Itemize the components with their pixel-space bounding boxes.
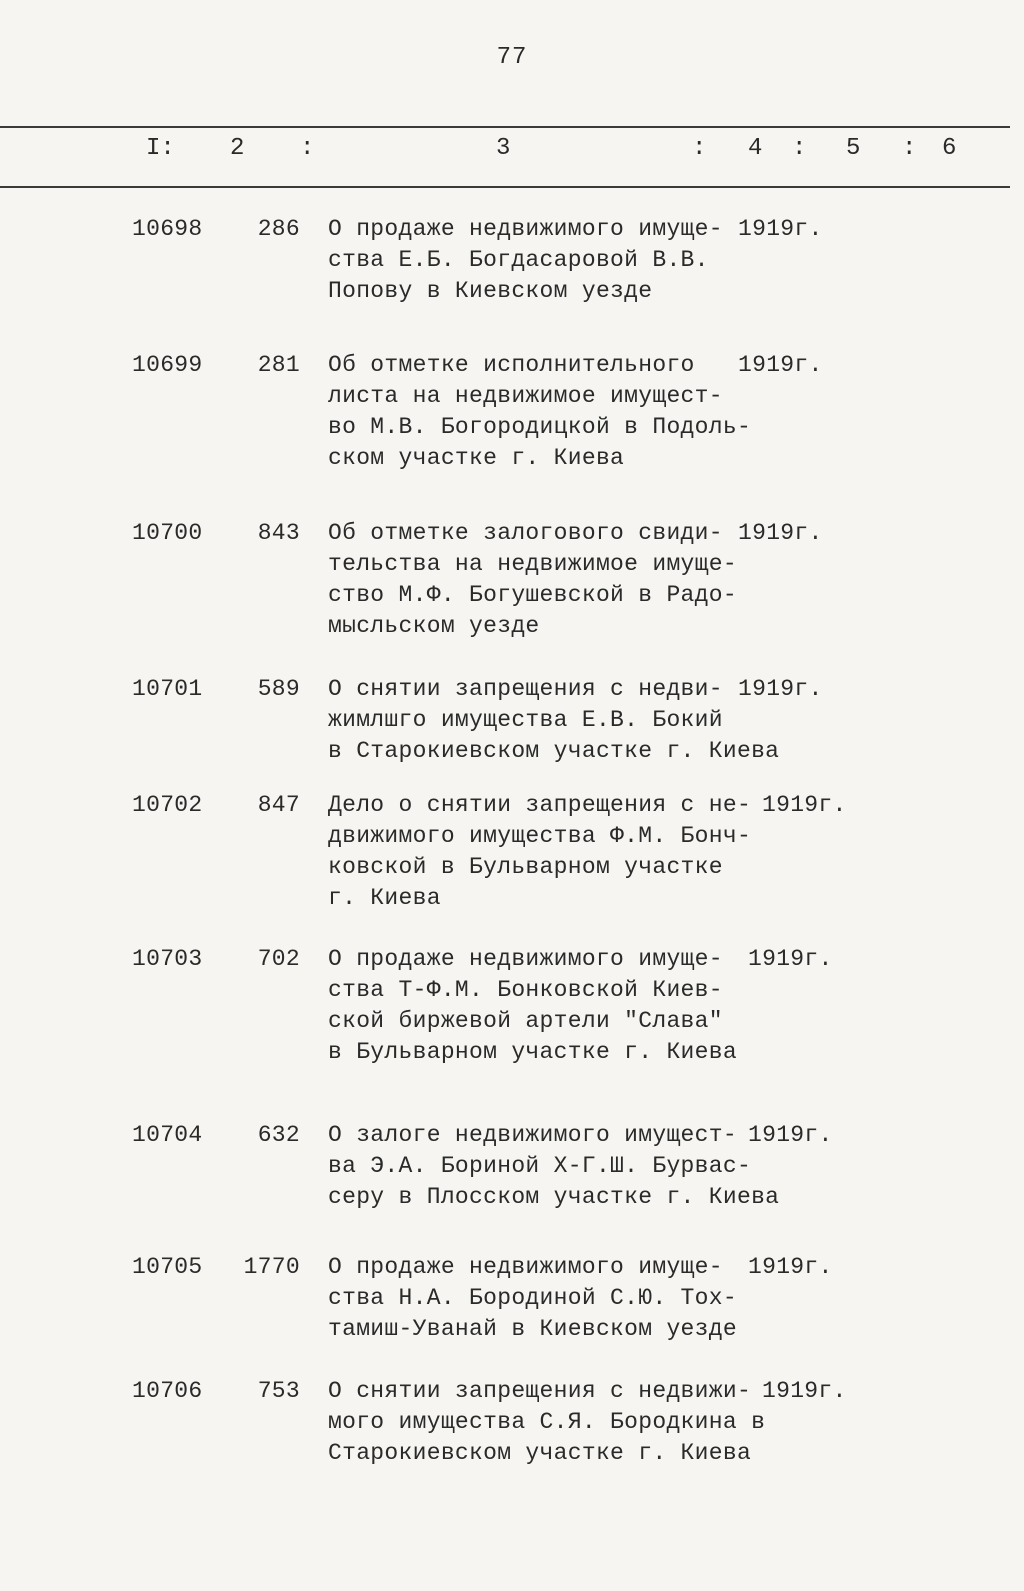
record-title-line: ства Н.А. Бородиной С.Ю. Тох- [328, 1285, 737, 1311]
record-title-line: г. Киева [328, 885, 441, 911]
header-col-5: 5 [846, 135, 861, 162]
record-title-line: О продаже недвижимого имуще- [328, 946, 723, 972]
record-title-line: ство М.Ф. Богушевской в Радо- [328, 582, 737, 608]
record-sheet-count: 286 [257, 216, 300, 242]
record-title-line: ском участке г. Киева [328, 445, 625, 471]
record-year: 1919г. [762, 1378, 847, 1404]
record-title-line: серу в Плосском участке г. Киева [328, 1184, 780, 1210]
record-number: 10703 [132, 946, 203, 972]
record-title-line: Попову в Киевском уезде [328, 278, 653, 304]
record-sheet-count: 632 [257, 1122, 300, 1148]
record-title-line: мысльском уезде [328, 613, 540, 639]
record-title-line: мого имущества С.Я. Бородкина в [328, 1409, 766, 1435]
record-sheet-count: 753 [257, 1378, 300, 1404]
record-sheet-count: 281 [257, 352, 300, 378]
header-col-6: 6 [942, 135, 957, 162]
record-title-line: ковской в Бульварном участке [328, 854, 723, 880]
record-title-line: Дело о снятии запрещения с не- [328, 792, 752, 818]
record-year: 1919г. [762, 792, 847, 818]
record-title-line: движимого имущества Ф.М. Бонч- [328, 823, 752, 849]
record-title-line: в Старокиевском участке г. Киева [328, 738, 780, 764]
record-title-line: в Бульварном участке г. Киева [328, 1039, 737, 1065]
record-number: 10700 [132, 520, 203, 546]
record-title-line: ства Т-Ф.М. Бонковской Киев- [328, 977, 723, 1003]
record-sheet-count: 1770 [243, 1254, 300, 1280]
record-title-line: жимлшго имущества Е.В. Бокий [328, 707, 723, 733]
record-year: 1919г. [748, 1122, 833, 1148]
record-title-line: ской биржевой артели "Слава" [328, 1008, 723, 1034]
record-title-line: Старокиевском участке г. Киева [328, 1440, 752, 1466]
page-number: 77 [496, 44, 528, 71]
header-sep-2: : [692, 135, 707, 162]
record-title-line: О продаже недвижимого имуще- [328, 1254, 723, 1280]
record-title [328, 790, 751, 914]
record-title [328, 674, 779, 767]
header-col-2: 2 [230, 135, 245, 162]
record-year: 1919г. [748, 1254, 833, 1280]
header-sep-1: : [300, 135, 315, 162]
record-title-line: Об отметке залогового свиди- [328, 520, 723, 546]
record-title [328, 944, 737, 1068]
header-col-4: 4 [748, 135, 763, 162]
header-top-rule [0, 126, 1010, 128]
record-title-line: О снятии запрещения с недвижи- [328, 1378, 752, 1404]
record-title-line: тельства на недвижимое имуще- [328, 551, 737, 577]
record-sheet-count: 843 [257, 520, 300, 546]
record-title-line: О продаже недвижимого имуще- [328, 216, 723, 242]
record-title-line: Об отметке исполнительного [328, 352, 695, 378]
record-title [328, 1120, 779, 1213]
record-number: 10705 [132, 1254, 203, 1280]
record-year: 1919г. [738, 352, 823, 378]
record-title [328, 1252, 737, 1345]
record-number: 10702 [132, 792, 203, 818]
record-title-line: О залоге недвижимого имущест- [328, 1122, 737, 1148]
record-year: 1919г. [738, 676, 823, 702]
record-title-line: ва Э.А. Бориной Х-Г.Ш. Бурвас- [328, 1153, 752, 1179]
record-title-line: ства Е.Б. Богдасаровой В.В. [328, 247, 709, 273]
record-title [328, 350, 751, 474]
header-col-3: 3 [496, 135, 511, 162]
record-title-line: листа на недвижимое имущест- [328, 383, 723, 409]
record-title [328, 1376, 765, 1469]
record-number: 10701 [132, 676, 203, 702]
header-sep-4: : [902, 135, 917, 162]
record-sheet-count: 589 [257, 676, 300, 702]
record-sheet-count: 847 [257, 792, 300, 818]
record-title-line: тамиш-Уванай в Киевском уезде [328, 1316, 737, 1342]
record-title-line: во М.В. Богородицкой в Подоль- [328, 414, 752, 440]
record-sheet-count: 702 [257, 946, 300, 972]
record-number: 10706 [132, 1378, 203, 1404]
record-year: 1919г. [738, 216, 823, 242]
record-title [328, 518, 737, 642]
record-number: 10699 [132, 352, 203, 378]
record-number: 10698 [132, 216, 203, 242]
record-title-line: О снятии запрещения с недви- [328, 676, 723, 702]
record-year: 1919г. [748, 946, 833, 972]
header-bottom-rule [0, 186, 1010, 188]
record-year: 1919г. [738, 520, 823, 546]
header-sep-3: : [792, 135, 807, 162]
record-title [328, 214, 723, 307]
header-col-1: I: [146, 135, 175, 162]
record-number: 10704 [132, 1122, 203, 1148]
